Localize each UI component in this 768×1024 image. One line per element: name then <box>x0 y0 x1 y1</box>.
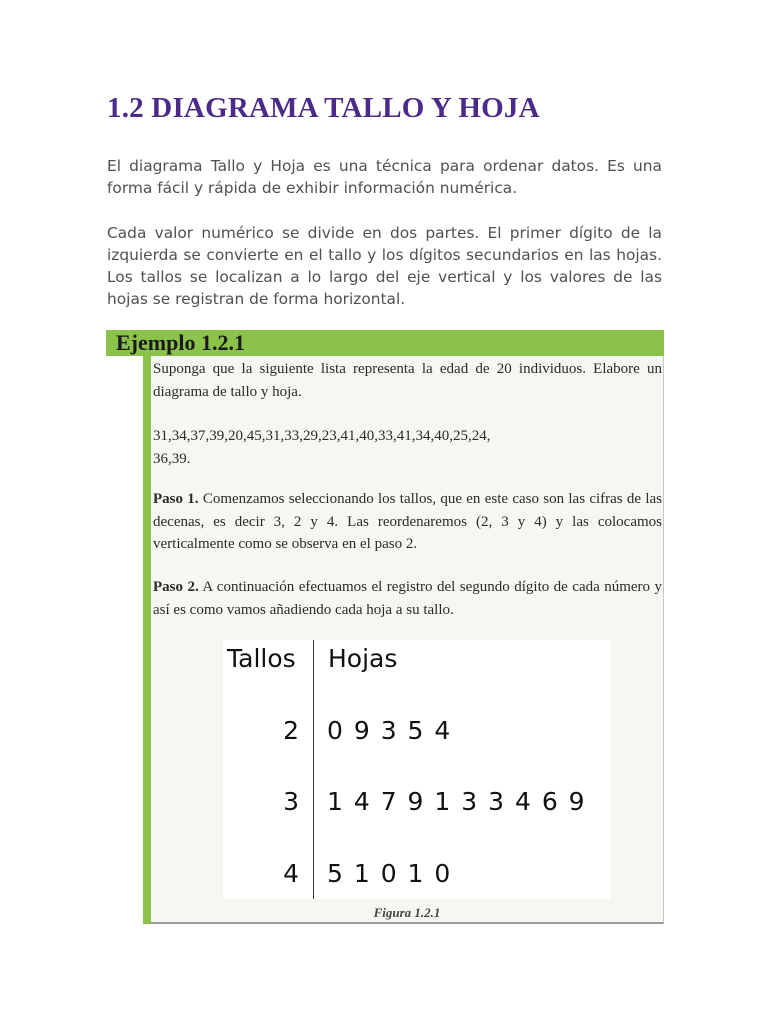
step-2-label: Paso 2. <box>153 579 199 595</box>
leaves-cell: 5 1 0 1 0 <box>327 859 451 888</box>
example-data-list <box>153 425 662 470</box>
stems-header: Tallos <box>227 644 296 673</box>
leaves-header: Hojas <box>328 644 398 673</box>
stem-leaf-divider <box>313 640 314 899</box>
intro-paragraph: El diagrama Tallo y Hoja es una técnica para ordenar datos. Es una forma fácil y rápida de exhibir información numérica. <box>107 157 662 197</box>
figure-caption: Figura 1.2.1 <box>373 905 441 920</box>
leaves-cell: 0 9 3 5 4 <box>327 716 451 745</box>
step-2-text: A continuación efectuamos el registro del segundo dígito de cada número y así es como vamos añadiendo cada hoja a su tallo. <box>153 579 662 618</box>
stem-cell: 2 <box>283 716 299 745</box>
example-intro: Suponga que la siguiente lista representa la edad de 20 individuos. Elabore un diagrama de tallo y hoja. <box>153 361 662 400</box>
example-accent-bar <box>143 356 151 924</box>
explanation-paragraph: Cada valor numérico se divide en dos partes. El primer dígito de la izquierda se convierte en el tallo y los dígitos secundarios en las hojas. Los tallos se localizan a lo largo del eje vertical y los valores de las hojas se registran de forma horizontal. <box>107 224 662 308</box>
section-title: 1.2 DIAGRAMA TALLO Y HOJA <box>107 92 540 124</box>
data-list-line-1: 31,34,37,39,20,45,31,33,29,23,41,40,33,41,34,40,25,24, <box>153 428 491 444</box>
step-2 <box>153 576 662 621</box>
example-title: Ejemplo 1.2.1 <box>116 330 245 355</box>
step-1 <box>153 488 662 556</box>
example-box <box>106 330 664 923</box>
stem-leaf-figure <box>223 640 610 899</box>
step-1-text: Comenzamos seleccionando los tallos, que en este caso son las cifras de las decenas, es decir 3, 2 y 4. Las reordenaremos (2, 3 y 4) y las colocamos verticalmente como se observa en el paso 2. <box>153 491 663 552</box>
step-1-label: Paso 1. <box>153 491 199 507</box>
example-header <box>106 330 664 356</box>
stem-cell: 4 <box>283 859 299 888</box>
leaves-cell: 1 4 7 9 1 3 3 4 6 9 <box>327 787 585 816</box>
data-list-line-2: 36,39. <box>153 450 191 467</box>
stem-cell: 3 <box>283 787 299 816</box>
